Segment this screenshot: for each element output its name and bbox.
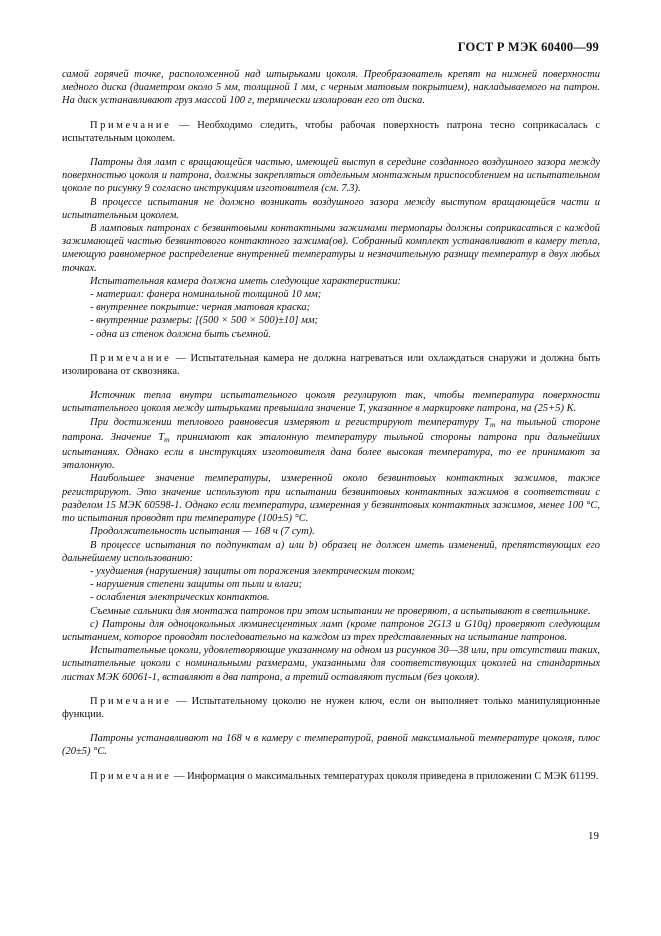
note-label: Примечание xyxy=(90,770,172,782)
list-item: - внутренние размеры: [(500 × 500 × 500)±10] мм; xyxy=(90,315,319,327)
paragraph: В процессе испытания по подпунктам a) или b) образец не должен иметь изменений, препятствующих его дальнейшему использованию: xyxy=(62,539,600,564)
list-item: - материал: фанера номинальной толщиной 10 мм; xyxy=(90,289,322,301)
chamber-characteristics-list xyxy=(62,288,600,341)
text-run: При достижении теплового равновесия измеряют и регистрируют температуру T xyxy=(90,416,490,428)
note-label: Примечание xyxy=(90,119,172,131)
paragraph: Патроны для ламп с вращающейся частью, имеющей выступ в середине созданного воздушного зазора между поверхностью цоколя и патрона, должны закрепляться отдельным монтажным приспособлением на испытательном цоколе по рисунку 9 согласно инструкциям изготовителя (см. 7.3). xyxy=(62,157,600,195)
paragraph: Съемные сальники для монтажа патронов при этом испытании не проверяют, а испытывают в светильнике. xyxy=(90,605,591,617)
list-item: - одна из стенок должна быть съемной. xyxy=(90,328,272,340)
subscript: m xyxy=(164,434,170,444)
note-text: — Информация о максимальных температурах цоколя приведена в приложении С МЭК 61199. xyxy=(171,770,599,782)
page-header: ГОСТ Р МЭК 60400—99 xyxy=(457,40,599,54)
list-item: - нарушения степени защиты от пыли и влаги; xyxy=(90,579,303,591)
list-item: - ухудшения (нарушения) защиты от поражения электрическим током; xyxy=(90,565,415,577)
note-label: Примечание xyxy=(90,695,172,707)
paragraph: Испытательная камера должна иметь следующие характеристики: xyxy=(90,275,401,287)
paragraph: Испытательные цоколи, удовлетворяющие указанному на одном из рисунков 30—38 или, при отсутствии таких, испытательные цоколи с номинальными размерами, указанными для соответствующих цоколей на стандартных листах МЭК 60061-1, вставляют в два патрона, а третий оставляют пустым (без цоколя). xyxy=(62,645,600,683)
note xyxy=(62,770,600,783)
note xyxy=(62,352,600,378)
subscript: m xyxy=(489,419,496,429)
paragraph: В процессе испытания не должно возникать воздушного зазора между выступом вращающейся части и испытательным цоколем. xyxy=(62,196,600,221)
paragraph: Наибольшее значение температуры, измеренной около безвинтовых контактных зажимов, также регистрируют. Это значение используют при испытании безвинтовых контактных зажимов в соответствии с разделом 15 МЭК 60598-1. Однако если температура, измеренная у безвинтовых контактных зажимов, менее 100 °С, то испытания проводят при температуре (100±5) °С. xyxy=(62,473,600,525)
note-text: — Необходимо следить, чтобы рабочая поверхность патрона тесно соприкасалась с испытательным цоколем. xyxy=(62,119,600,144)
note xyxy=(62,119,600,145)
list-item: - ослабления электрических контактов. xyxy=(90,592,270,604)
note-text: — Испытательная камера не должна нагреваться или охлаждаться снаружи и должна быть изолирована от сквозняка. xyxy=(62,352,600,378)
paragraph xyxy=(62,416,600,473)
list-item: - внутреннее покрытие: черная матовая краска; xyxy=(90,302,311,314)
text-run: на тыльной стороне патрона. Значение T xyxy=(62,416,600,443)
note-label: Примечание xyxy=(90,352,172,364)
page-content xyxy=(62,68,600,783)
paragraph: Источник тепла внутри испытательного цоколя регулируют так, чтобы температура поверхности испытательного цоколя между штырьками превышала значение T, указанное в маркировке патрона, на (25+5) K. xyxy=(62,390,600,415)
defects-list xyxy=(62,565,600,605)
paragraph: В ламповых патронах с безвинтовыми контактными зажимами термопары должны соприкасаться с каждой зажимающей частью безвинтового контактного зажима(ов). Собранный комплект устанавливают в камеру тепла, имеющую равномерное распределение внутренней температуры и незначительную разницу температур в двух любых точках. xyxy=(62,223,600,274)
paragraph: Патроны устанавливают на 168 ч в камеру с температурой, равной максимальной температуре цоколя, плюс (20±5) °С. xyxy=(62,733,600,758)
page-number: 19 xyxy=(588,830,599,842)
text-run: принимают как эталонную температуру тыльной стороны патрона при дальнейших испытаниях. Однако если в инструкциях изготовителя дана более высокая температура, то ее принимают за эталонную. xyxy=(62,431,600,472)
note xyxy=(62,695,600,721)
paragraph: Продолжительность испытания — 168 ч (7 сут). xyxy=(90,526,315,538)
paragraph: самой горячей точке, расположенной над штырьками цоколя. Преобразователь крепят на нижней поверхности медного диска (диаметром около 5 мм, толщиной 1 мм, с черным матовым покрытием), накладываемого на патрон. На диск устанавливают груз массой 100 г, термически изолирован его от диска. xyxy=(62,69,600,107)
note-text: — Испытательному цоколю не нужен ключ, если он выполняет только манипуляционные функции. xyxy=(62,695,600,720)
paragraph: c) Патроны для одноцокольных люминесцентных ламп (кроме патронов 2G13 и G10q) проверяют следующим испытанием, которое проводят последовательно на каждом из трех представленных на испытание патронов. xyxy=(62,618,600,643)
